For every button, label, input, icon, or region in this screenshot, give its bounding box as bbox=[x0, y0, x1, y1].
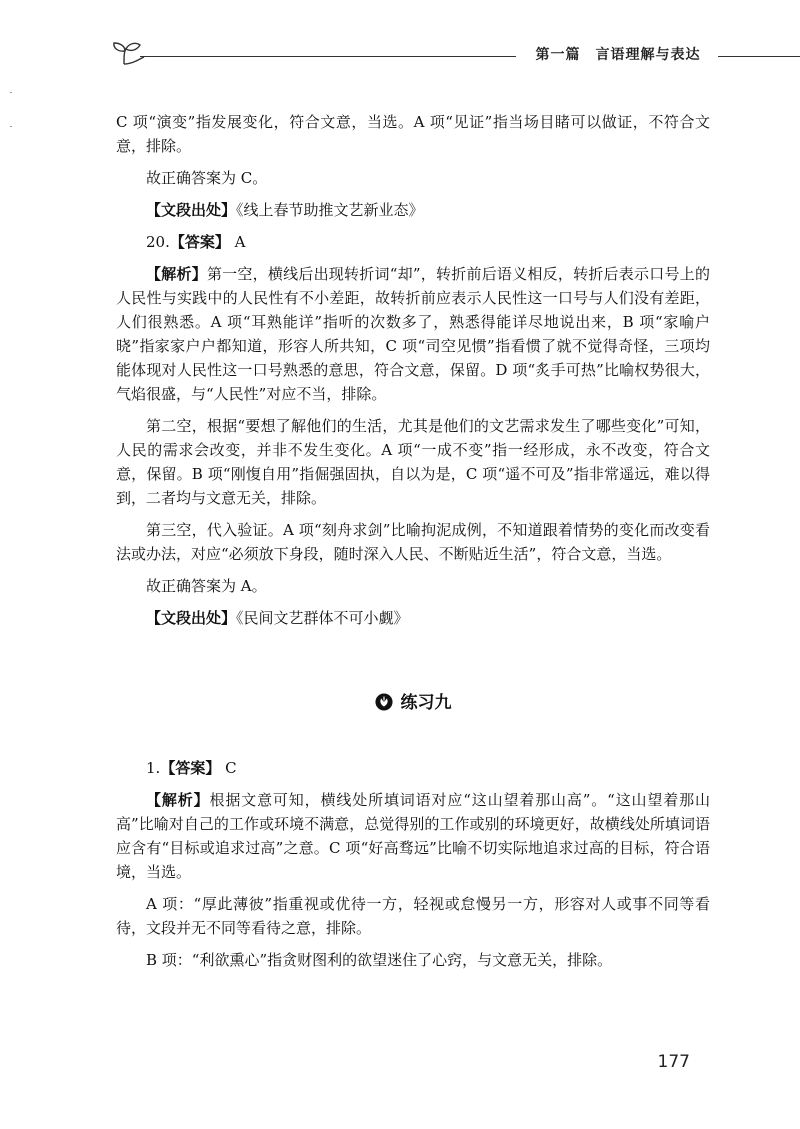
sprout-icon bbox=[110, 40, 150, 66]
section-heading bbox=[116, 690, 710, 716]
page-content bbox=[116, 110, 710, 980]
page-number: 177 bbox=[657, 1052, 690, 1072]
source-label: 【 文段出处 】 bbox=[146, 609, 236, 627]
question-number: 20. bbox=[146, 233, 170, 251]
question-number: 1. bbox=[146, 759, 161, 777]
source-line bbox=[116, 198, 710, 222]
analysis-text: 第一空，横线后出现转折词“却”，转折前后语义相反，转折后表示口号上的人民性与实践中的人民性有不小差距，故转折前应表示人民性这一口号与人们没有差距，人们很熟悉。A 项“耳熟能详”指听的次数多了，熟悉得能详尽地说出来，B 项“家喻户晓”指家家户户都知道，形容人所共知，C 项“司空见惯”指看惯了就不觉得奇怪，三项均能体现对人民性这一口号熟悉的意思，符合文意，保留。D 项“炙手可热”比喻权势很大，气焰很盛，与“人民性”对应不当，排除。 bbox=[116, 265, 710, 403]
analysis-text: 根据文意可知，横线处所填词语对应“这山望着那山高”。“这山望着那山高”比喻对自己的工作或环境不满意，总觉得别的工作或别的环境更好，故横线处所填词语应含有“目标或追求过高”之意。C 项“好高骛远”比喻不切实际地追求过高的目标，符合语境，当选。 bbox=[116, 791, 710, 881]
analysis-paragraph bbox=[116, 788, 710, 884]
header-rule-left bbox=[140, 56, 516, 57]
running-header bbox=[110, 40, 800, 70]
analysis-paragraph bbox=[116, 262, 710, 406]
option-analysis-b: B 项：“利欲熏心”指贪财图利的欲望迷住了心窍，与文意无关，排除。 bbox=[146, 951, 613, 969]
answer-value: A bbox=[229, 233, 246, 251]
question-answer bbox=[116, 756, 710, 780]
source-title: 《线上春节助推文艺新业态》 bbox=[236, 201, 424, 219]
section-title: 练习九 bbox=[400, 693, 452, 713]
analysis-label: 【 解析 】 bbox=[146, 791, 209, 809]
source-label: 【 文段出处 】 bbox=[146, 201, 236, 219]
paragraph: 第三空，代入验证。A 项“刻舟求剑”比喻拘泥成例，不知道跟着情势的变化而改变看法或办法，对应“必须放下身段，随时深入人民、不断贴近生活”，符合文意，当选。 bbox=[116, 521, 710, 563]
answer-label: 【 答案 】 bbox=[170, 233, 230, 251]
answer-value: C bbox=[220, 759, 237, 777]
analysis-label: 【 解析 】 bbox=[146, 265, 207, 283]
answer-line: 故正确答案为 A。 bbox=[146, 577, 267, 595]
paragraph: 第二空，根据“要想了解他们的生活，尤其是他们的文艺需求发生了哪些变化”可知，人民的需求会改变，并非不发生变化。A 项“一成不变”指一经形成，永不改变，符合文意，保留。B 项“刚愎自用”指倔强固执，自以为是，C 项“遥不可及”指非常遥远，难以得到，二者均与文意无关，排除。 bbox=[116, 417, 710, 507]
header-title: 第一篇 言语理解与表达 bbox=[535, 47, 701, 63]
answer-line: 故正确答案为 C。 bbox=[146, 169, 268, 187]
question-answer bbox=[116, 230, 710, 254]
source-line bbox=[116, 606, 710, 630]
paragraph: C 项“演变”指发展变化，符合文意，当选。A 项“见证”指当场目睹可以做证，不符合文意，排除。 bbox=[116, 113, 710, 155]
source-title: 《民间文艺群体不可小觑》 bbox=[236, 609, 409, 627]
header-rule-right bbox=[718, 56, 800, 57]
answer-label: 【 答案 】 bbox=[160, 759, 220, 777]
margin-marks bbox=[10, 90, 13, 130]
flower-icon bbox=[375, 693, 393, 711]
option-analysis-a: A 项：“厚此薄彼”指重视或优待一方，轻视或怠慢另一方，形容对人或事不同等看待，文段并无不同等看待之意，排除。 bbox=[116, 895, 710, 937]
